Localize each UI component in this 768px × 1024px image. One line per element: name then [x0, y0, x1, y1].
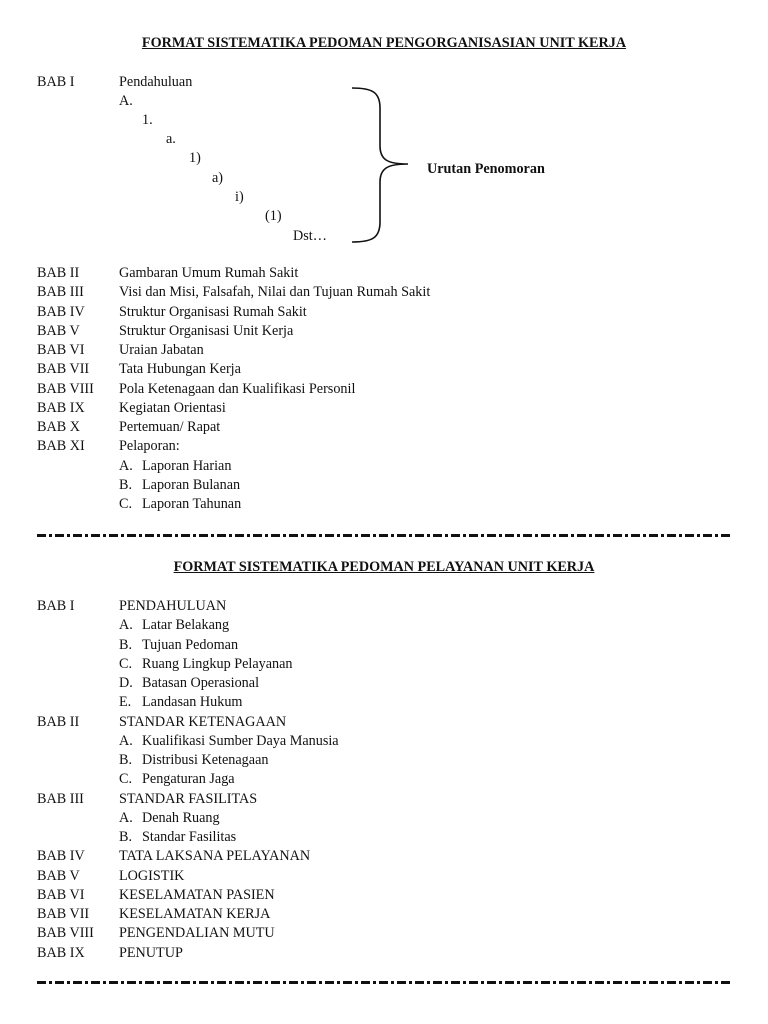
dashed-separator	[37, 534, 732, 537]
chapter-code: BAB IX	[37, 944, 85, 961]
chapter-code: BAB II	[37, 713, 80, 730]
chapter-label: Kegiatan Orientasi	[119, 399, 226, 416]
chapter-label: Gambaran Umum Rumah Sakit	[119, 265, 299, 281]
chapter-label: KESELAMATAN PASIEN	[119, 886, 275, 903]
sub-item-label: Denah Ruang	[142, 809, 220, 826]
curly-brace-shape	[348, 86, 410, 246]
chapter-code: BAB VIII	[37, 925, 94, 942]
numbering-level-2: 1.	[142, 112, 153, 128]
numbering-level-3: a.	[166, 131, 176, 147]
chapter-label: Tata Hubungan Kerja	[119, 361, 241, 378]
chapter-code: BAB VI	[37, 886, 85, 903]
chapter-code: BAB VI	[37, 342, 85, 358]
numbering-level-5: a)	[212, 170, 224, 186]
chapter-code: BAB V	[37, 867, 80, 884]
chapter-label: TATA LAKSANA PELAYANAN	[119, 848, 311, 865]
chapter-label: Struktur Organisasi Rumah Sakit	[119, 303, 307, 320]
sub-item-label: Standar Fasilitas	[142, 829, 237, 845]
sub-item-letter: B.	[119, 752, 133, 768]
chapter-code: BAB VII	[37, 361, 90, 378]
sub-item-letter: B.	[119, 636, 133, 653]
chapter-label: STANDAR FASILITAS	[119, 790, 258, 807]
dashed-separator	[37, 981, 732, 984]
numbering-level-7: (1)	[265, 208, 282, 224]
sub-item-letter: A.	[119, 457, 133, 474]
sub-item-label: Laporan Bulanan	[142, 476, 241, 493]
chapter-code: BAB X	[37, 419, 80, 435]
numbering-level-8: Dst…	[293, 228, 327, 244]
chapter-label: Pertemuan/ Rapat	[119, 419, 221, 435]
chapter-label: PENDAHULUAN	[119, 598, 227, 614]
chapter-label: Pendahuluan	[119, 74, 193, 90]
chapter-code: BAB V	[37, 322, 80, 339]
brace-note: Urutan Penomoran	[427, 161, 545, 177]
sub-item-label: Latar Belakang	[142, 617, 230, 634]
sub-item-letter: B.	[119, 829, 133, 845]
sub-item-label: Pengaturan Jaga	[142, 771, 235, 788]
section2-title: FORMAT SISTEMATIKA PEDOMAN PELAYANAN UNIT KERJA	[173, 559, 595, 575]
numbering-level-4: 1)	[189, 150, 201, 166]
chapter-code: BAB III	[37, 790, 84, 807]
sub-item-label: Landasan Hukum	[142, 694, 243, 711]
chapter-label: Pelaporan:	[119, 438, 180, 455]
sub-item-label: Tujuan Pedoman	[142, 636, 239, 653]
sub-item-letter: C.	[119, 771, 133, 788]
sub-item-letter: D.	[119, 675, 133, 691]
chapter-code: BAB VII	[37, 906, 90, 922]
chapter-code: BAB IV	[37, 303, 85, 320]
chapter-label: STANDAR KETENAGAAN	[119, 713, 287, 730]
chapter-label: LOGISTIK	[119, 867, 185, 884]
chapter-code: BAB IX	[37, 399, 85, 416]
chapter-label: PENGENDALIAN MUTU	[119, 925, 275, 942]
sub-item-label: Laporan Tahunan	[142, 496, 242, 512]
sub-item-letter: A.	[119, 809, 133, 826]
numbering-level-6: i)	[235, 189, 244, 205]
chapter-label: Visi dan Misi, Falsafah, Nilai dan Tujuan Rumah Sakit	[119, 284, 431, 301]
sub-item-label: Distribusi Ketenagaan	[142, 752, 269, 768]
chapter-code: BAB III	[37, 284, 84, 301]
sub-item-label: Ruang Lingkup Pelayanan	[142, 655, 293, 672]
sub-item-letter: E.	[119, 694, 132, 711]
chapter-code: BAB I	[37, 74, 75, 90]
sub-item-letter: B.	[119, 476, 133, 493]
chapter-code: BAB XI	[37, 438, 85, 455]
sub-item-letter: C.	[119, 496, 133, 512]
chapter-label: KESELAMATAN KERJA	[119, 906, 271, 922]
section1-title: FORMAT SISTEMATIKA PEDOMAN PENGORGANISASIAN UNIT KERJA	[141, 35, 627, 51]
sub-item-letter: A.	[119, 617, 133, 634]
sub-item-label: Kualifikasi Sumber Daya Manusia	[142, 732, 339, 749]
chapter-code: BAB IV	[37, 848, 85, 865]
chapter-code: BAB VIII	[37, 380, 94, 397]
chapter-label: Struktur Organisasi Unit Kerja	[119, 322, 294, 339]
chapter-code: BAB I	[37, 598, 75, 614]
chapter-code: BAB II	[37, 265, 80, 281]
numbering-level-1: A.	[119, 93, 133, 109]
sub-item-letter: C.	[119, 655, 133, 672]
chapter-label: Uraian Jabatan	[119, 342, 204, 358]
sub-item-letter: A.	[119, 732, 133, 749]
chapter-label: Pola Ketenagaan dan Kualifikasi Personil	[119, 380, 356, 397]
sub-item-label: Batasan Operasional	[142, 675, 260, 691]
chapter-label: PENUTUP	[119, 944, 183, 961]
sub-item-label: Laporan Harian	[142, 457, 232, 474]
